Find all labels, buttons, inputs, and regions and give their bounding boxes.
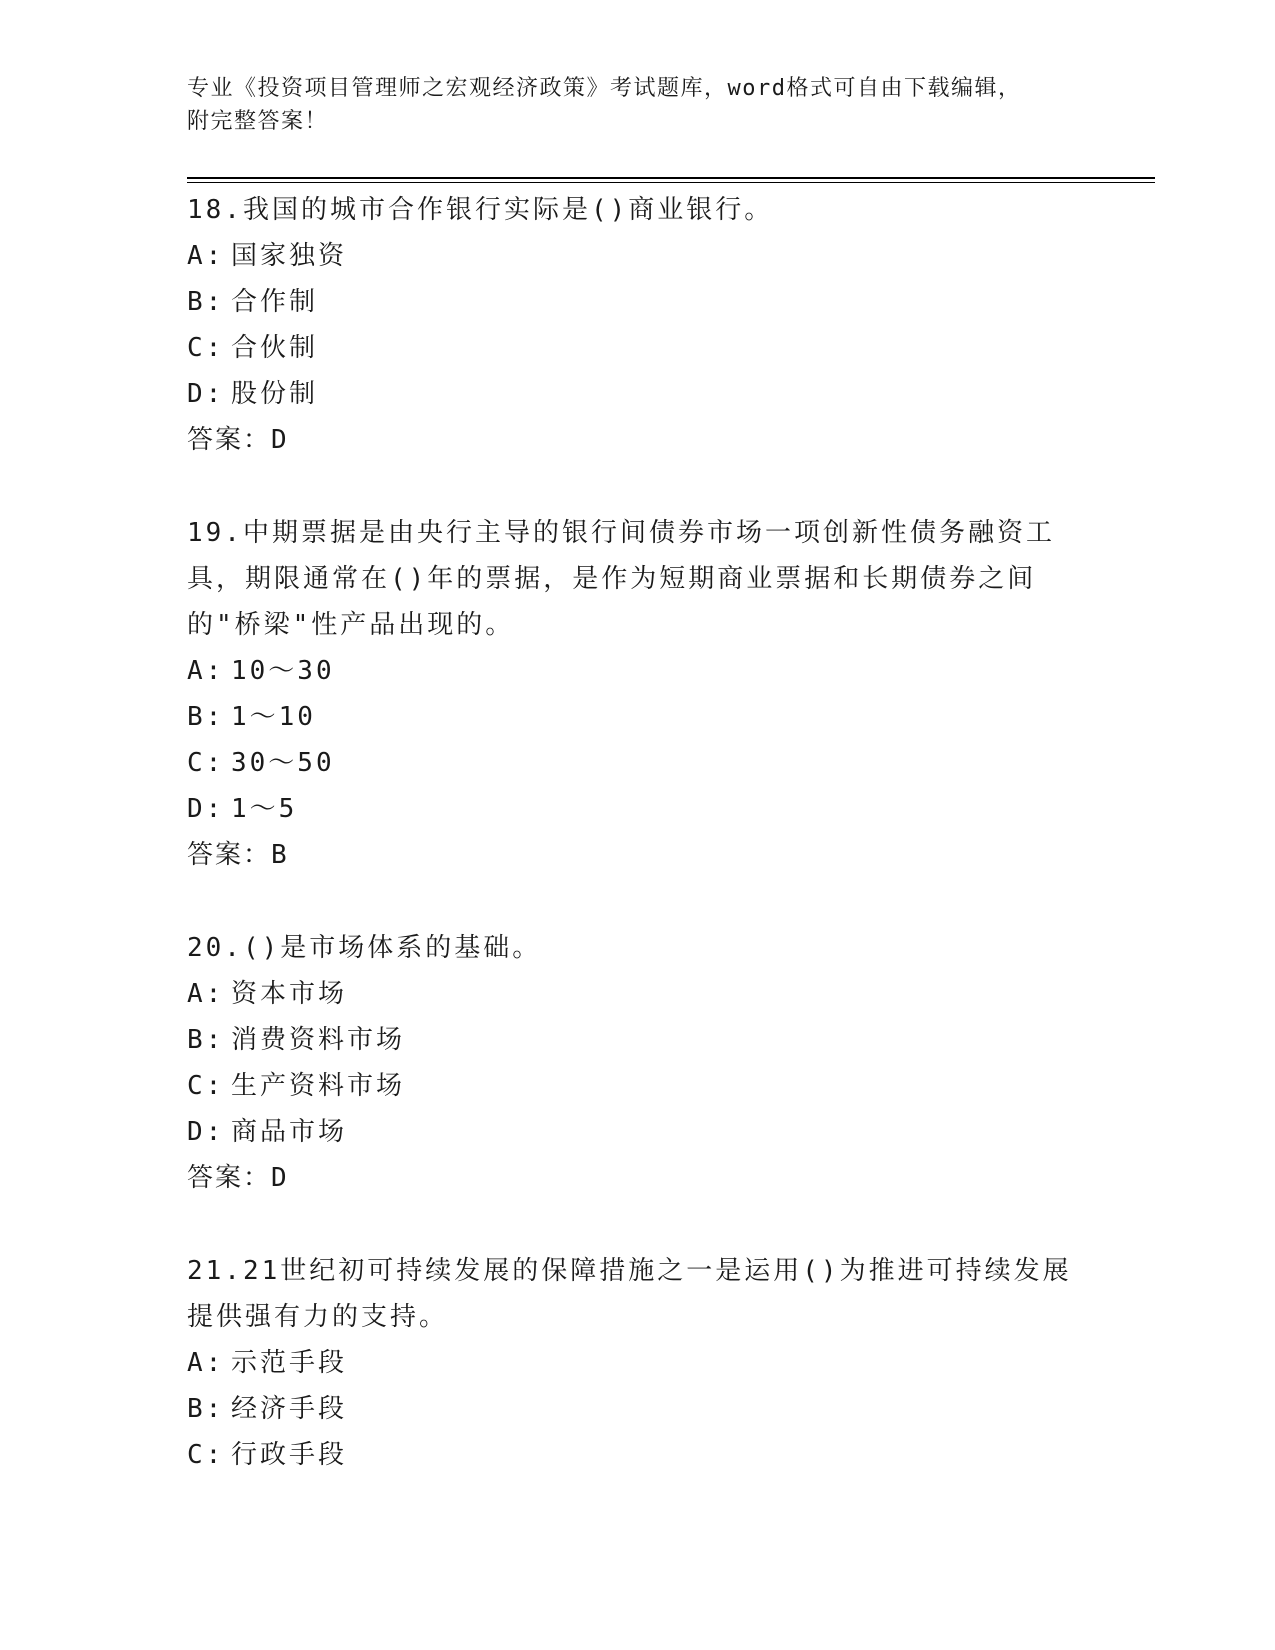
option-b xyxy=(187,279,1077,325)
option-key: A: xyxy=(187,979,225,1009)
question-stem: 20.()是市场体系的基础。 xyxy=(187,933,542,963)
option-key: C: xyxy=(187,333,225,363)
option-text: 30～50 xyxy=(231,748,335,778)
answer-line: 答案：D xyxy=(187,1163,289,1193)
option-a xyxy=(187,1340,1077,1386)
option-text: 生产资料市场 xyxy=(231,1071,406,1101)
option-key: C: xyxy=(187,1071,225,1101)
answer-line: 答案：D xyxy=(187,425,289,455)
question-19 xyxy=(187,510,1077,878)
option-d xyxy=(187,371,1077,417)
option-text: 10～30 xyxy=(231,656,335,686)
option-text: 合作制 xyxy=(231,287,319,317)
question-stem: 18.我国的城市合作银行实际是()商业银行。 xyxy=(187,195,774,225)
header-divider-thick xyxy=(187,177,1155,179)
option-key: A: xyxy=(187,241,225,271)
option-text: 1～10 xyxy=(231,702,316,732)
option-c xyxy=(187,1063,1077,1109)
option-b xyxy=(187,1017,1077,1063)
option-text: 股份制 xyxy=(231,379,319,409)
option-b xyxy=(187,694,1077,740)
option-key: C: xyxy=(187,1440,225,1470)
question-20 xyxy=(187,925,1077,1201)
option-key: A: xyxy=(187,1348,225,1378)
option-key: B: xyxy=(187,1025,225,1055)
option-key: D: xyxy=(187,379,225,409)
header-line-2: 附完整答案！ xyxy=(187,109,329,134)
question-18 xyxy=(187,187,1077,463)
option-text: 行政手段 xyxy=(231,1440,348,1470)
question-stem: 19.中期票据是由央行主导的银行间债券市场一项创新性债务融资工具，期限通常在()年的票据，是作为短期商业票据和长期债券之间的"桥梁"性产品出现的。 xyxy=(187,518,1055,640)
option-b xyxy=(187,1386,1077,1432)
option-key: B: xyxy=(187,702,225,732)
question-list xyxy=(187,187,1077,1525)
option-key: A: xyxy=(187,656,225,686)
option-a xyxy=(187,648,1077,694)
option-text: 商品市场 xyxy=(231,1117,348,1147)
option-a xyxy=(187,971,1077,1017)
option-text: 经济手段 xyxy=(231,1394,348,1424)
option-d xyxy=(187,786,1077,832)
question-21 xyxy=(187,1248,1077,1478)
option-c xyxy=(187,740,1077,786)
option-d xyxy=(187,1109,1077,1155)
option-text: 资本市场 xyxy=(231,979,348,1009)
option-a xyxy=(187,233,1077,279)
option-key: D: xyxy=(187,794,225,824)
option-text: 1～5 xyxy=(231,794,298,824)
option-key: C: xyxy=(187,748,225,778)
option-text: 国家独资 xyxy=(231,241,348,271)
answer-line: 答案：B xyxy=(187,840,289,870)
option-text: 示范手段 xyxy=(231,1348,348,1378)
document-header xyxy=(187,72,1087,138)
header-divider-thin xyxy=(187,182,1155,183)
question-stem: 21.21世纪初可持续发展的保障措施之一是运用()为推进可持续发展提供强有力的支持。 xyxy=(187,1256,1072,1332)
header-line-1: 专业《投资项目管理师之宏观经济政策》考试题库，word格式可自由下载编辑， xyxy=(187,76,1022,101)
option-c xyxy=(187,1432,1077,1478)
option-key: B: xyxy=(187,1394,225,1424)
option-key: B: xyxy=(187,287,225,317)
option-text: 合伙制 xyxy=(231,333,319,363)
option-text: 消费资料市场 xyxy=(231,1025,406,1055)
option-c xyxy=(187,325,1077,371)
option-key: D: xyxy=(187,1117,225,1147)
